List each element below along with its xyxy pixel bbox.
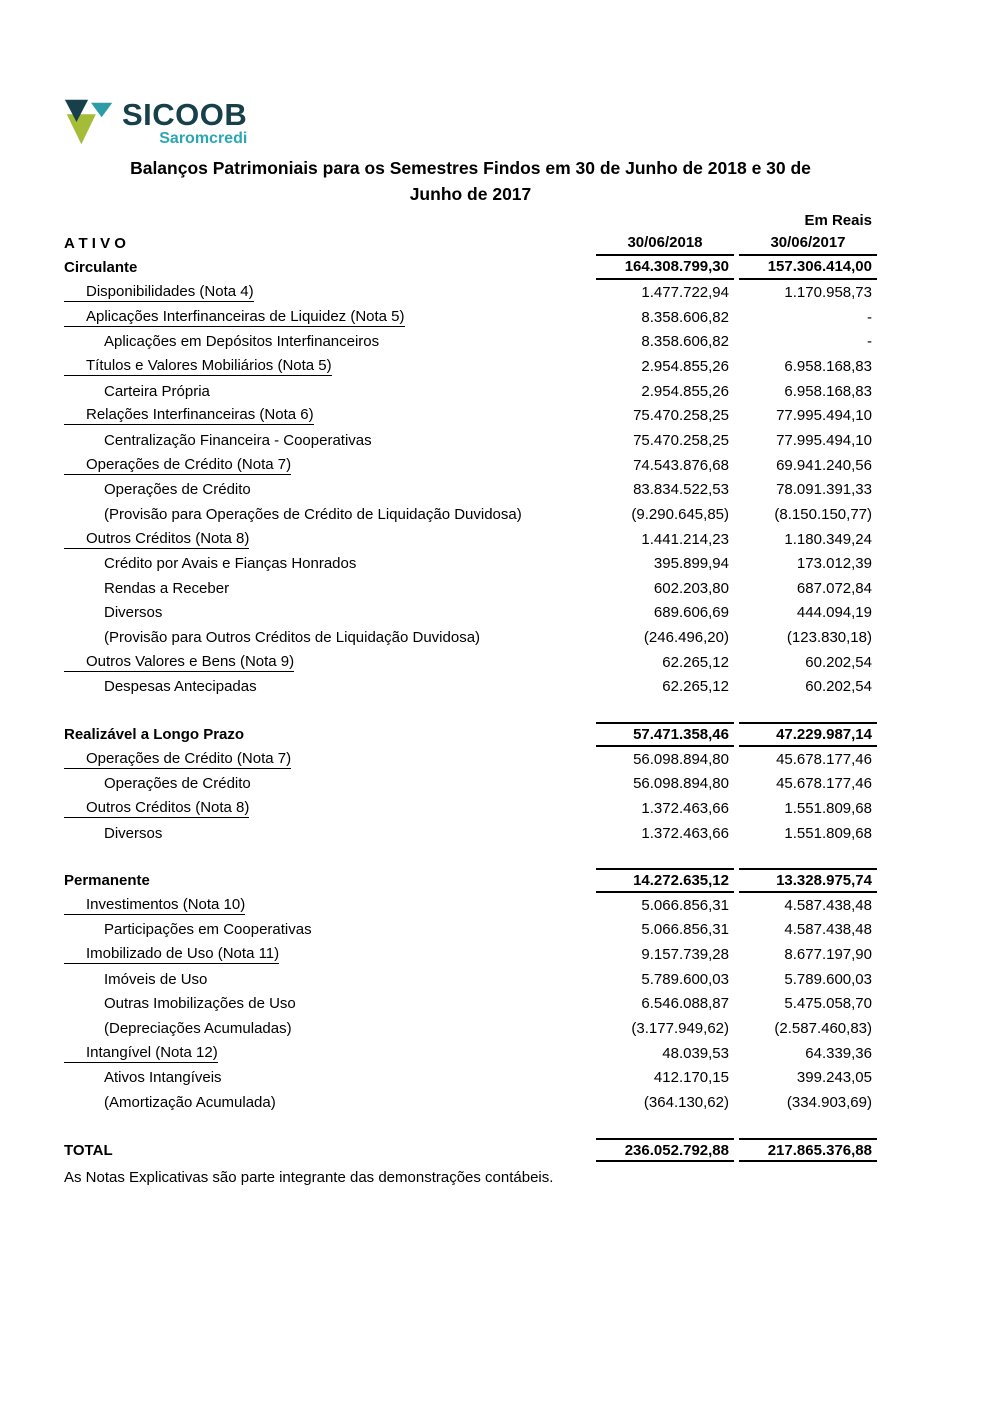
value-2017: 47.229.987,14 [739, 722, 877, 747]
value-2017: 5.475.058,70 [784, 995, 872, 1013]
row-label-text: Participações em Cooperativas [104, 921, 312, 939]
table-row [64, 893, 877, 918]
row-label [64, 259, 596, 276]
row-label [64, 1044, 596, 1063]
value-2018: 75.470.258,25 [633, 431, 729, 449]
table-row [64, 1090, 877, 1115]
row-label [64, 1069, 596, 1086]
table-row [64, 601, 877, 626]
page-title-line2: Junho de 2017 [409, 184, 532, 204]
table-row [64, 280, 877, 305]
row-label [64, 629, 596, 646]
table-row [64, 868, 877, 893]
row-label [64, 1020, 596, 1037]
table-row [64, 675, 877, 700]
value-2017: 217.865.376,88 [739, 1138, 877, 1163]
table-row [64, 354, 877, 379]
row-label-text: Aplicações Interfinanceiras de Liquidez (Nota 5) [64, 308, 405, 327]
row-label [64, 432, 596, 449]
table-row [64, 747, 877, 772]
row-label [64, 726, 596, 743]
value-2018: 57.471.358,46 [596, 722, 734, 747]
value-2017: (334.903,69) [786, 1093, 872, 1111]
row-label-text: Imobilizado de Uso (Nota 11) [64, 945, 279, 964]
table-row [64, 428, 877, 453]
value-2018: 5.066.856,31 [641, 896, 729, 914]
row-label-text: (Provisão para Operações de Crédito de Liquidação Duvidosa) [104, 505, 522, 523]
row-label-text: Realizável a Longo Prazo [64, 725, 245, 743]
value-2018: 602.203,80 [653, 579, 729, 597]
value-2017: - [867, 333, 872, 351]
table-row [64, 305, 877, 330]
page-title [64, 155, 877, 207]
value-2018: 6.546.088,87 [641, 995, 729, 1013]
row-label-text: Operações de Crédito [104, 775, 251, 793]
value-2018: 1.372.463,66 [641, 824, 729, 842]
value-2018: 62.265,12 [662, 678, 729, 696]
table-row [64, 256, 877, 281]
row-label-text: Ativos Intangíveis [104, 1069, 222, 1087]
row-label [64, 825, 596, 842]
sicoob-logo [62, 95, 877, 152]
row-label [64, 456, 596, 475]
row-label [64, 308, 596, 327]
row-label [64, 333, 596, 350]
column-header-2018: 30/06/2018 [596, 231, 734, 256]
value-2017: 5.789.600,03 [784, 970, 872, 988]
row-label-text: Permanente [64, 872, 150, 890]
table-row [64, 330, 877, 355]
logo-text [122, 99, 247, 147]
value-2017: 1.551.809,68 [784, 824, 872, 842]
value-2018: 56.098.894,80 [633, 775, 729, 793]
table-row [64, 527, 877, 552]
row-label-text: Rendas a Receber [104, 579, 230, 597]
table-row [64, 650, 877, 675]
row-label [64, 896, 596, 915]
value-2018: (246.496,20) [643, 629, 729, 647]
value-2017: 687.072,84 [796, 579, 872, 597]
table-row [64, 551, 877, 576]
table-row [64, 1041, 877, 1066]
table-row [64, 992, 877, 1017]
value-2018: 14.272.635,12 [596, 868, 734, 893]
value-2017: 1.551.809,68 [784, 799, 872, 817]
row-label-text: Títulos e Valores Mobiliários (Nota 5) [64, 357, 332, 376]
table-row [64, 796, 877, 821]
row-label [64, 580, 596, 597]
table-row [64, 1016, 877, 1041]
row-label [64, 872, 596, 889]
row-label-text: (Provisão para Outros Créditos de Liquidação Duvidosa) [104, 629, 481, 647]
table-row [64, 1066, 877, 1091]
brand-name: SICOOB [122, 97, 248, 132]
row-label-text: Operações de Crédito [104, 481, 251, 499]
value-2018: 412.170,15 [653, 1069, 729, 1087]
table-row [64, 1138, 877, 1163]
row-label-text: Diversos [104, 824, 163, 842]
value-2018: 62.265,12 [662, 653, 729, 671]
ativo-section-label: A T I V O [64, 234, 126, 252]
value-2018: 74.543.876,68 [633, 456, 729, 474]
row-label-text: (Amortização Acumulada) [104, 1093, 276, 1111]
table-row [64, 967, 877, 992]
value-2017: 399.243,05 [796, 1069, 872, 1087]
row-label-text: Intangível (Nota 12) [64, 1044, 218, 1063]
value-2017: (8.150.150,77) [774, 505, 872, 523]
value-2018: 164.308.799,30 [596, 256, 734, 281]
currency-note: Em Reais [804, 212, 872, 229]
row-label-text: Centralização Financeira - Cooperativas [104, 431, 372, 449]
row-label [64, 506, 596, 523]
table-row [64, 379, 877, 404]
row-label [64, 604, 596, 621]
table-row [64, 771, 877, 796]
sicoob-triangles-icon [62, 95, 120, 151]
value-2017: 4.587.438,48 [784, 921, 872, 939]
value-2018: 2.954.855,26 [641, 358, 729, 376]
table-row [64, 942, 877, 967]
value-2017: 8.677.197,90 [784, 946, 872, 964]
row-label-text: Outros Valores e Bens (Nota 9) [64, 653, 294, 672]
value-2018: 689.606,69 [653, 604, 729, 622]
row-label-text: Investimentos (Nota 10) [64, 896, 245, 915]
value-2018: 5.789.600,03 [641, 970, 729, 988]
row-label-text: Circulante [64, 259, 138, 277]
table-row [64, 502, 877, 527]
value-2017: - [867, 308, 872, 326]
page-title-line1: Balanços Patrimoniais para os Semestres Findos em 30 de Junho de 2018 e 30 de [130, 158, 811, 178]
value-2018: 2.954.855,26 [641, 382, 729, 400]
value-2018: 8.358.606,82 [641, 333, 729, 351]
row-label-text: Outras Imobilizações de Uso [104, 995, 296, 1013]
row-label [64, 555, 596, 572]
value-2018: (9.290.645,85) [631, 505, 729, 523]
table-row [64, 403, 877, 428]
value-2018: 5.066.856,31 [641, 921, 729, 939]
row-label [64, 971, 596, 988]
row-label-text: Disponibilidades (Nota 4) [64, 283, 254, 302]
spacer-row [64, 845, 877, 868]
row-label-text: Aplicações em Depósitos Interfinanceiros [104, 333, 380, 351]
value-2018: 1.441.214,23 [641, 530, 729, 548]
value-2017: 60.202,54 [805, 678, 872, 696]
value-2018: 48.039,53 [662, 1044, 729, 1062]
row-label [64, 283, 596, 302]
table-body [64, 256, 877, 1163]
value-2017: 78.091.391,33 [776, 481, 872, 499]
row-label-text: Operações de Crédito (Nota 7) [64, 750, 291, 769]
row-label-text: Operações de Crédito (Nota 7) [64, 456, 291, 475]
row-label-text: Carteira Própria [104, 382, 210, 400]
value-2017: 1.180.349,24 [784, 530, 872, 548]
table-row [64, 477, 877, 502]
table-header-row [64, 231, 877, 256]
spacer-row [64, 699, 877, 722]
row-label [64, 775, 596, 792]
row-label-text: Crédito por Avais e Fianças Honrados [104, 555, 357, 573]
table-row [64, 918, 877, 943]
row-label-text: Despesas Antecipadas [104, 678, 257, 696]
value-2018: 236.052.792,88 [596, 1138, 734, 1163]
row-label [64, 921, 596, 938]
row-label [64, 653, 596, 672]
value-2017: 77.995.494,10 [776, 407, 872, 425]
value-2018: 9.157.739,28 [641, 946, 729, 964]
table-row [64, 625, 877, 650]
value-2017: 173.012,39 [796, 555, 872, 573]
table-row [64, 576, 877, 601]
value-2018: (364.130,62) [643, 1093, 729, 1111]
value-2018: 83.834.522,53 [633, 481, 729, 499]
row-label-text: (Depreciações Acumuladas) [104, 1020, 292, 1038]
row-label-text: Diversos [104, 604, 163, 622]
row-label [64, 750, 596, 769]
row-label-text: TOTAL [64, 1141, 113, 1159]
spacer-row [64, 1115, 877, 1138]
column-header-2017: 30/06/2017 [739, 231, 877, 256]
footnote: As Notas Explicativas são parte integrante das demonstrações contábeis. [64, 1169, 554, 1187]
brand-subname: Saromcredi [159, 130, 248, 147]
value-2017: 45.678.177,46 [776, 750, 872, 768]
value-2018: 56.098.894,80 [633, 750, 729, 768]
value-2018: 1.372.463,66 [641, 799, 729, 817]
value-2018: 395.899,94 [653, 555, 729, 573]
row-label [64, 481, 596, 498]
table-row [64, 453, 877, 478]
value-2017: 6.958.168,83 [784, 358, 872, 376]
value-2018: 8.358.606,82 [641, 308, 729, 326]
value-2017: 64.339,36 [805, 1044, 872, 1062]
logo-lime-triangle [67, 114, 96, 144]
table-row [64, 821, 877, 846]
value-2018: 75.470.258,25 [633, 407, 729, 425]
row-label [64, 383, 596, 400]
table-row [64, 722, 877, 747]
row-label [64, 799, 596, 818]
value-2017: 60.202,54 [805, 653, 872, 671]
row-label-text: Imóveis de Uso [104, 970, 208, 988]
row-label-text: Outros Créditos (Nota 8) [64, 530, 249, 549]
value-2017: (2.587.460,83) [774, 1020, 872, 1038]
row-label [64, 678, 596, 695]
value-2017: 444.094,19 [796, 604, 872, 622]
value-2017: 45.678.177,46 [776, 775, 872, 793]
value-2017: 69.941.240,56 [776, 456, 872, 474]
value-2018: (3.177.949,62) [631, 1020, 729, 1038]
value-2017: (123.830,18) [786, 629, 872, 647]
value-2017: 1.170.958,73 [784, 284, 872, 302]
row-label-text: Relações Interfinanceiras (Nota 6) [64, 406, 314, 425]
value-2017: 157.306.414,00 [739, 256, 877, 281]
value-2017: 4.587.438,48 [784, 896, 872, 914]
row-label [64, 1094, 596, 1111]
row-label [64, 995, 596, 1012]
value-2017: 77.995.494,10 [776, 431, 872, 449]
row-label [64, 1142, 596, 1159]
row-label-text: Outros Créditos (Nota 8) [64, 799, 249, 818]
value-2017: 13.328.975,74 [739, 868, 877, 893]
row-label [64, 945, 596, 964]
value-2017: 6.958.168,83 [784, 382, 872, 400]
row-label [64, 530, 596, 549]
value-2018: 1.477.722,94 [641, 284, 729, 302]
balance-table [64, 231, 877, 1162]
row-label [64, 357, 596, 376]
row-label [64, 406, 596, 425]
